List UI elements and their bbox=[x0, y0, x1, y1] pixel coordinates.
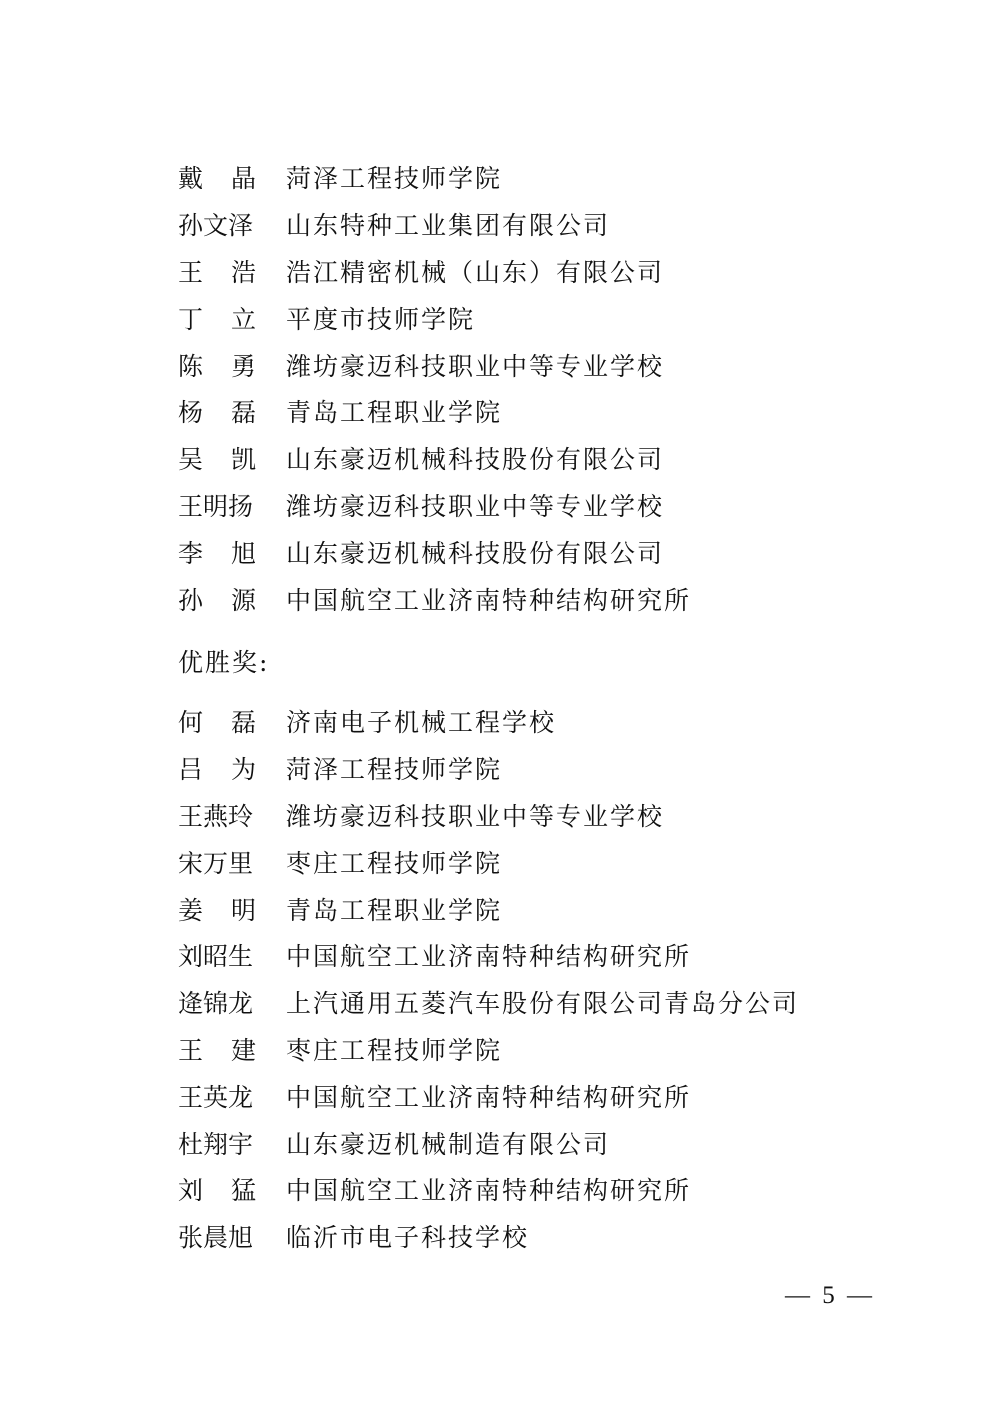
person-name-part: 姜 bbox=[178, 895, 204, 925]
person-name bbox=[178, 1078, 286, 1114]
person-name bbox=[178, 844, 286, 880]
list-item bbox=[178, 1072, 958, 1119]
person-name-part: 刘昭生 bbox=[178, 942, 254, 972]
person-name-part: 王英龙 bbox=[178, 1082, 254, 1112]
organization-name: 青岛工程职业学院 bbox=[286, 398, 503, 428]
list-item bbox=[178, 201, 958, 248]
organization-name: 菏泽工程技师学院 bbox=[286, 755, 503, 785]
list-item bbox=[178, 341, 958, 388]
person-name-part: 浩 bbox=[231, 257, 257, 287]
person-name-part: 猛 bbox=[231, 1176, 257, 1206]
person-name bbox=[178, 253, 286, 289]
person-name-part: 王燕玲 bbox=[178, 801, 254, 831]
list-item bbox=[178, 979, 958, 1026]
person-name-part: 杨 bbox=[178, 398, 204, 428]
person-name-part: 吴 bbox=[178, 445, 204, 475]
person-name bbox=[178, 347, 286, 383]
organization-name: 山东豪迈机械制造有限公司 bbox=[286, 1129, 611, 1159]
list-item bbox=[178, 388, 958, 435]
organization-name: 临沂市电子科技学校 bbox=[286, 1223, 530, 1253]
person-name-part: 丁 bbox=[178, 304, 204, 334]
person-name-part: 勇 bbox=[231, 351, 257, 381]
person-name bbox=[178, 1031, 286, 1067]
person-name-part: 建 bbox=[231, 1035, 257, 1065]
person-name-part: 孙 bbox=[178, 585, 204, 615]
list-item bbox=[178, 1213, 958, 1260]
person-name-part: 陈 bbox=[178, 351, 204, 381]
organization-name: 菏泽工程技师学院 bbox=[286, 164, 503, 194]
person-name-part: 何 bbox=[178, 708, 204, 738]
organization-name: 中国航空工业济南特种结构研究所 bbox=[286, 585, 692, 615]
person-name-part: 李 bbox=[178, 538, 204, 568]
person-name bbox=[178, 750, 286, 786]
person-name-part: 逄锦龙 bbox=[178, 989, 254, 1019]
person-name-part: 吕 bbox=[178, 755, 204, 785]
person-name-part: 王 bbox=[178, 1035, 204, 1065]
person-name-part: 王明扬 bbox=[178, 491, 254, 521]
person-name bbox=[178, 1218, 286, 1254]
list-item bbox=[178, 792, 958, 839]
organization-name: 潍坊豪迈科技职业中等专业学校 bbox=[286, 351, 665, 381]
organization-name: 潍坊豪迈科技职业中等专业学校 bbox=[286, 491, 665, 521]
person-name bbox=[178, 534, 286, 570]
person-name-part: 张晨旭 bbox=[178, 1223, 254, 1253]
winner-list bbox=[178, 154, 958, 622]
person-name bbox=[178, 206, 286, 242]
list-item bbox=[178, 294, 958, 341]
person-name-part: 为 bbox=[231, 755, 257, 785]
person-name bbox=[178, 159, 286, 195]
person-name-part: 源 bbox=[231, 585, 257, 615]
list-item bbox=[178, 745, 958, 792]
organization-name: 上汽通用五菱汽车股份有限公司青岛分公司 bbox=[286, 989, 800, 1019]
person-name-part: 立 bbox=[231, 304, 257, 334]
person-name bbox=[178, 984, 286, 1020]
organization-name: 中国航空工业济南特种结构研究所 bbox=[286, 1176, 692, 1206]
organization-name: 平度市技师学院 bbox=[286, 304, 476, 334]
list-item bbox=[178, 1026, 958, 1073]
list-item bbox=[178, 575, 958, 622]
person-name-part: 晶 bbox=[231, 164, 257, 194]
person-name-part: 凯 bbox=[231, 445, 257, 475]
person-name-part: 孙文泽 bbox=[178, 211, 254, 241]
person-name-part: 磊 bbox=[231, 398, 257, 428]
person-name-part: 旭 bbox=[231, 538, 257, 568]
person-name bbox=[178, 891, 286, 927]
organization-name: 枣庄工程技师学院 bbox=[286, 848, 503, 878]
list-item bbox=[178, 838, 958, 885]
person-name bbox=[178, 1125, 286, 1161]
person-name-part: 明 bbox=[231, 895, 257, 925]
list-item bbox=[178, 885, 958, 932]
person-name bbox=[178, 703, 286, 739]
page-number: — 5 — bbox=[785, 1282, 872, 1309]
person-name-part: 磊 bbox=[231, 708, 257, 738]
person-name bbox=[178, 393, 286, 429]
list-item bbox=[178, 1166, 958, 1213]
list-item bbox=[178, 482, 958, 529]
person-name-part: 刘 bbox=[178, 1176, 204, 1206]
person-name-part: 杜翔宇 bbox=[178, 1129, 254, 1159]
list-item bbox=[178, 154, 958, 201]
organization-name: 山东特种工业集团有限公司 bbox=[286, 211, 611, 241]
list-item bbox=[178, 528, 958, 575]
person-name bbox=[178, 937, 286, 973]
list-item bbox=[178, 435, 958, 482]
organization-name: 中国航空工业济南特种结构研究所 bbox=[286, 1082, 692, 1112]
person-name bbox=[178, 581, 286, 617]
organization-name: 济南电子机械工程学校 bbox=[286, 708, 557, 738]
person-name bbox=[178, 300, 286, 336]
list-item bbox=[178, 698, 958, 745]
organization-name: 潍坊豪迈科技职业中等专业学校 bbox=[286, 801, 665, 831]
list-item bbox=[178, 248, 958, 295]
person-name bbox=[178, 440, 286, 476]
organization-name: 中国航空工业济南特种结构研究所 bbox=[286, 942, 692, 972]
person-name-part: 宋万里 bbox=[178, 848, 254, 878]
list-item bbox=[178, 1119, 958, 1166]
person-name-part: 戴 bbox=[178, 164, 204, 194]
organization-name: 浩江精密机械（山东）有限公司 bbox=[286, 257, 665, 287]
section-title-excellence-award: 优胜奖: bbox=[178, 648, 270, 677]
person-name bbox=[178, 487, 286, 523]
person-name bbox=[178, 797, 286, 833]
organization-name: 山东豪迈机械科技股份有限公司 bbox=[286, 538, 665, 568]
organization-name: 山东豪迈机械科技股份有限公司 bbox=[286, 445, 665, 475]
list-item bbox=[178, 932, 958, 979]
organization-name: 枣庄工程技师学院 bbox=[286, 1035, 503, 1065]
person-name bbox=[178, 1171, 286, 1207]
organization-name: 青岛工程职业学院 bbox=[286, 895, 503, 925]
excellence-award-list bbox=[178, 698, 958, 1260]
person-name-part: 王 bbox=[178, 257, 204, 287]
